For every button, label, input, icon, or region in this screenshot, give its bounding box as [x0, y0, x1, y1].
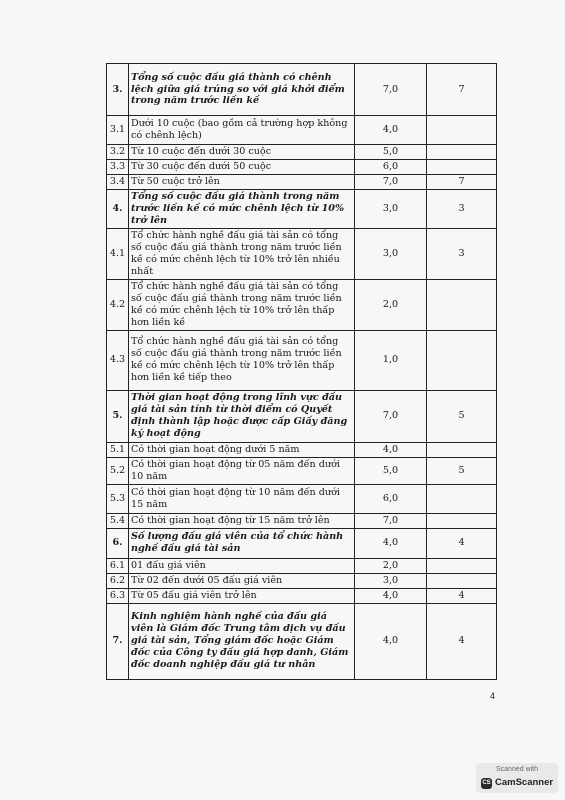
row-number: 4.3	[107, 330, 129, 390]
row-description: Có thời gian hoạt động từ 15 năm trở lên	[129, 513, 355, 528]
row-description: Tổ chức hành nghề đấu giá tài sản có tổng số cuộc đấu giá thành trong năm trước liền kề có mức chênh lệch từ 10% trở lên nhiều nhất	[129, 228, 355, 279]
criteria-table	[106, 63, 497, 680]
row-number: 3.	[107, 64, 129, 116]
row-max-score: 7,0	[355, 175, 427, 190]
table-row	[107, 513, 497, 528]
table-row	[107, 145, 497, 160]
row-attained-score	[427, 513, 497, 528]
row-description: Từ 30 cuộc đến dưới 50 cuộc	[129, 160, 355, 175]
camscanner-logo-icon: CS	[481, 778, 492, 789]
row-description: Thời gian hoạt động trong lĩnh vực đấu giá tài sản tính từ thời điểm có Quyết định thành lập hoặc được cấp Giấy đăng ký hoạt động	[129, 390, 355, 442]
row-description: Tổng số cuộc đấu giá thành trong năm trước liền kề có mức chênh lệch từ 10% trở lên	[129, 190, 355, 229]
row-attained-score: 4	[427, 588, 497, 603]
row-description: Từ 02 đến dưới 05 đấu giá viên	[129, 573, 355, 588]
table-row	[107, 603, 497, 679]
row-number: 5.2	[107, 457, 129, 484]
row-max-score: 7,0	[355, 390, 427, 442]
row-attained-score	[427, 279, 497, 330]
row-attained-score	[427, 145, 497, 160]
row-description: Có thời gian hoạt động từ 10 năm đến dưới 15 năm	[129, 484, 355, 513]
table-row	[107, 116, 497, 145]
row-number: 3.1	[107, 116, 129, 145]
row-attained-score: 4	[427, 603, 497, 679]
row-max-score: 3,0	[355, 190, 427, 229]
table-row	[107, 573, 497, 588]
row-max-score: 3,0	[355, 228, 427, 279]
row-description: Từ 50 cuộc trở lên	[129, 175, 355, 190]
table-row	[107, 190, 497, 229]
row-number: 5.4	[107, 513, 129, 528]
row-max-score: 2,0	[355, 279, 427, 330]
row-number: 6.2	[107, 573, 129, 588]
table-row	[107, 588, 497, 603]
table-row	[107, 279, 497, 330]
row-number: 4.	[107, 190, 129, 229]
scanner-caption: Scanned with	[495, 766, 539, 773]
row-description: Tổ chức hành nghề đấu giá tài sản có tổng số cuộc đấu giá thành trong năm trước liền kề có mức chênh lệch từ 10% trở lên thấp hơn liền kề tiếp theo	[129, 330, 355, 390]
table-row	[107, 442, 497, 457]
camscanner-badge	[476, 763, 558, 793]
row-attained-score	[427, 573, 497, 588]
table-row	[107, 390, 497, 442]
row-attained-score: 7	[427, 175, 497, 190]
row-max-score: 6,0	[355, 484, 427, 513]
row-description: Từ 05 đấu giá viên trở lên	[129, 588, 355, 603]
row-description: Từ 10 cuộc đến dưới 30 cuộc	[129, 145, 355, 160]
row-description: Kinh nghiệm hành nghề của đấu giá viên là Giám đốc Trung tâm dịch vụ đấu giá tài sản, Tổng giám đốc hoặc Giám đốc của Công ty đấu giá hợp danh, Giám đốc doanh nghiệp đấu giá tư nhân	[129, 603, 355, 679]
row-attained-score: 3	[427, 190, 497, 229]
row-max-score: 5,0	[355, 457, 427, 484]
row-attained-score	[427, 160, 497, 175]
row-max-score: 3,0	[355, 573, 427, 588]
table-row	[107, 228, 497, 279]
row-max-score: 4,0	[355, 528, 427, 558]
row-max-score: 4,0	[355, 442, 427, 457]
row-description: Có thời gian hoạt động từ 05 năm đến dưới 10 năm	[129, 457, 355, 484]
row-max-score: 6,0	[355, 160, 427, 175]
row-number: 6.	[107, 528, 129, 558]
row-description: Dưới 10 cuộc (bao gồm cả trường hợp không có chênh lệch)	[129, 116, 355, 145]
row-number: 3.3	[107, 160, 129, 175]
row-max-score: 2,0	[355, 558, 427, 573]
table-row	[107, 330, 497, 390]
scanner-name: CamScanner	[495, 777, 554, 788]
row-number: 6.3	[107, 588, 129, 603]
row-number: 5.	[107, 390, 129, 442]
row-attained-score: 7	[427, 64, 497, 116]
row-attained-score: 4	[427, 528, 497, 558]
row-description: Tổ chức hành nghề đấu giá tài sản có tổng số cuộc đấu giá thành trong năm trước liền kề có mức chênh lệch từ 10% trở lên thấp hơn liền kề	[129, 279, 355, 330]
row-attained-score: 5	[427, 390, 497, 442]
row-attained-score	[427, 330, 497, 390]
row-max-score: 7,0	[355, 513, 427, 528]
row-attained-score	[427, 558, 497, 573]
table-row	[107, 457, 497, 484]
row-attained-score	[427, 442, 497, 457]
row-description: Có thời gian hoạt động dưới 5 năm	[129, 442, 355, 457]
row-number: 3.2	[107, 145, 129, 160]
row-attained-score	[427, 116, 497, 145]
criteria-table-body	[107, 64, 497, 680]
row-number: 5.1	[107, 442, 129, 457]
row-attained-score: 5	[427, 457, 497, 484]
page-number: 4	[490, 691, 496, 701]
row-attained-score: 3	[427, 228, 497, 279]
row-number: 4.2	[107, 279, 129, 330]
table-row	[107, 175, 497, 190]
row-max-score: 1,0	[355, 330, 427, 390]
row-number: 3.4	[107, 175, 129, 190]
table-row	[107, 528, 497, 558]
row-attained-score	[427, 484, 497, 513]
row-description: Số lượng đấu giá viên của tổ chức hành nghề đấu giá tài sản	[129, 528, 355, 558]
table-row	[107, 558, 497, 573]
row-number: 4.1	[107, 228, 129, 279]
row-max-score: 5,0	[355, 145, 427, 160]
row-number: 6.1	[107, 558, 129, 573]
table-row	[107, 64, 497, 116]
row-max-score: 4,0	[355, 603, 427, 679]
table-row	[107, 484, 497, 513]
row-number: 5.3	[107, 484, 129, 513]
row-description: Tổng số cuộc đấu giá thành có chênh lệch giữa giá trúng so với giá khởi điểm trong năm trước liền kề	[129, 64, 355, 116]
table-row	[107, 160, 497, 175]
row-number: 7.	[107, 603, 129, 679]
row-max-score: 7,0	[355, 64, 427, 116]
row-max-score: 4,0	[355, 588, 427, 603]
row-max-score: 4,0	[355, 116, 427, 145]
row-description: 01 đấu giá viên	[129, 558, 355, 573]
